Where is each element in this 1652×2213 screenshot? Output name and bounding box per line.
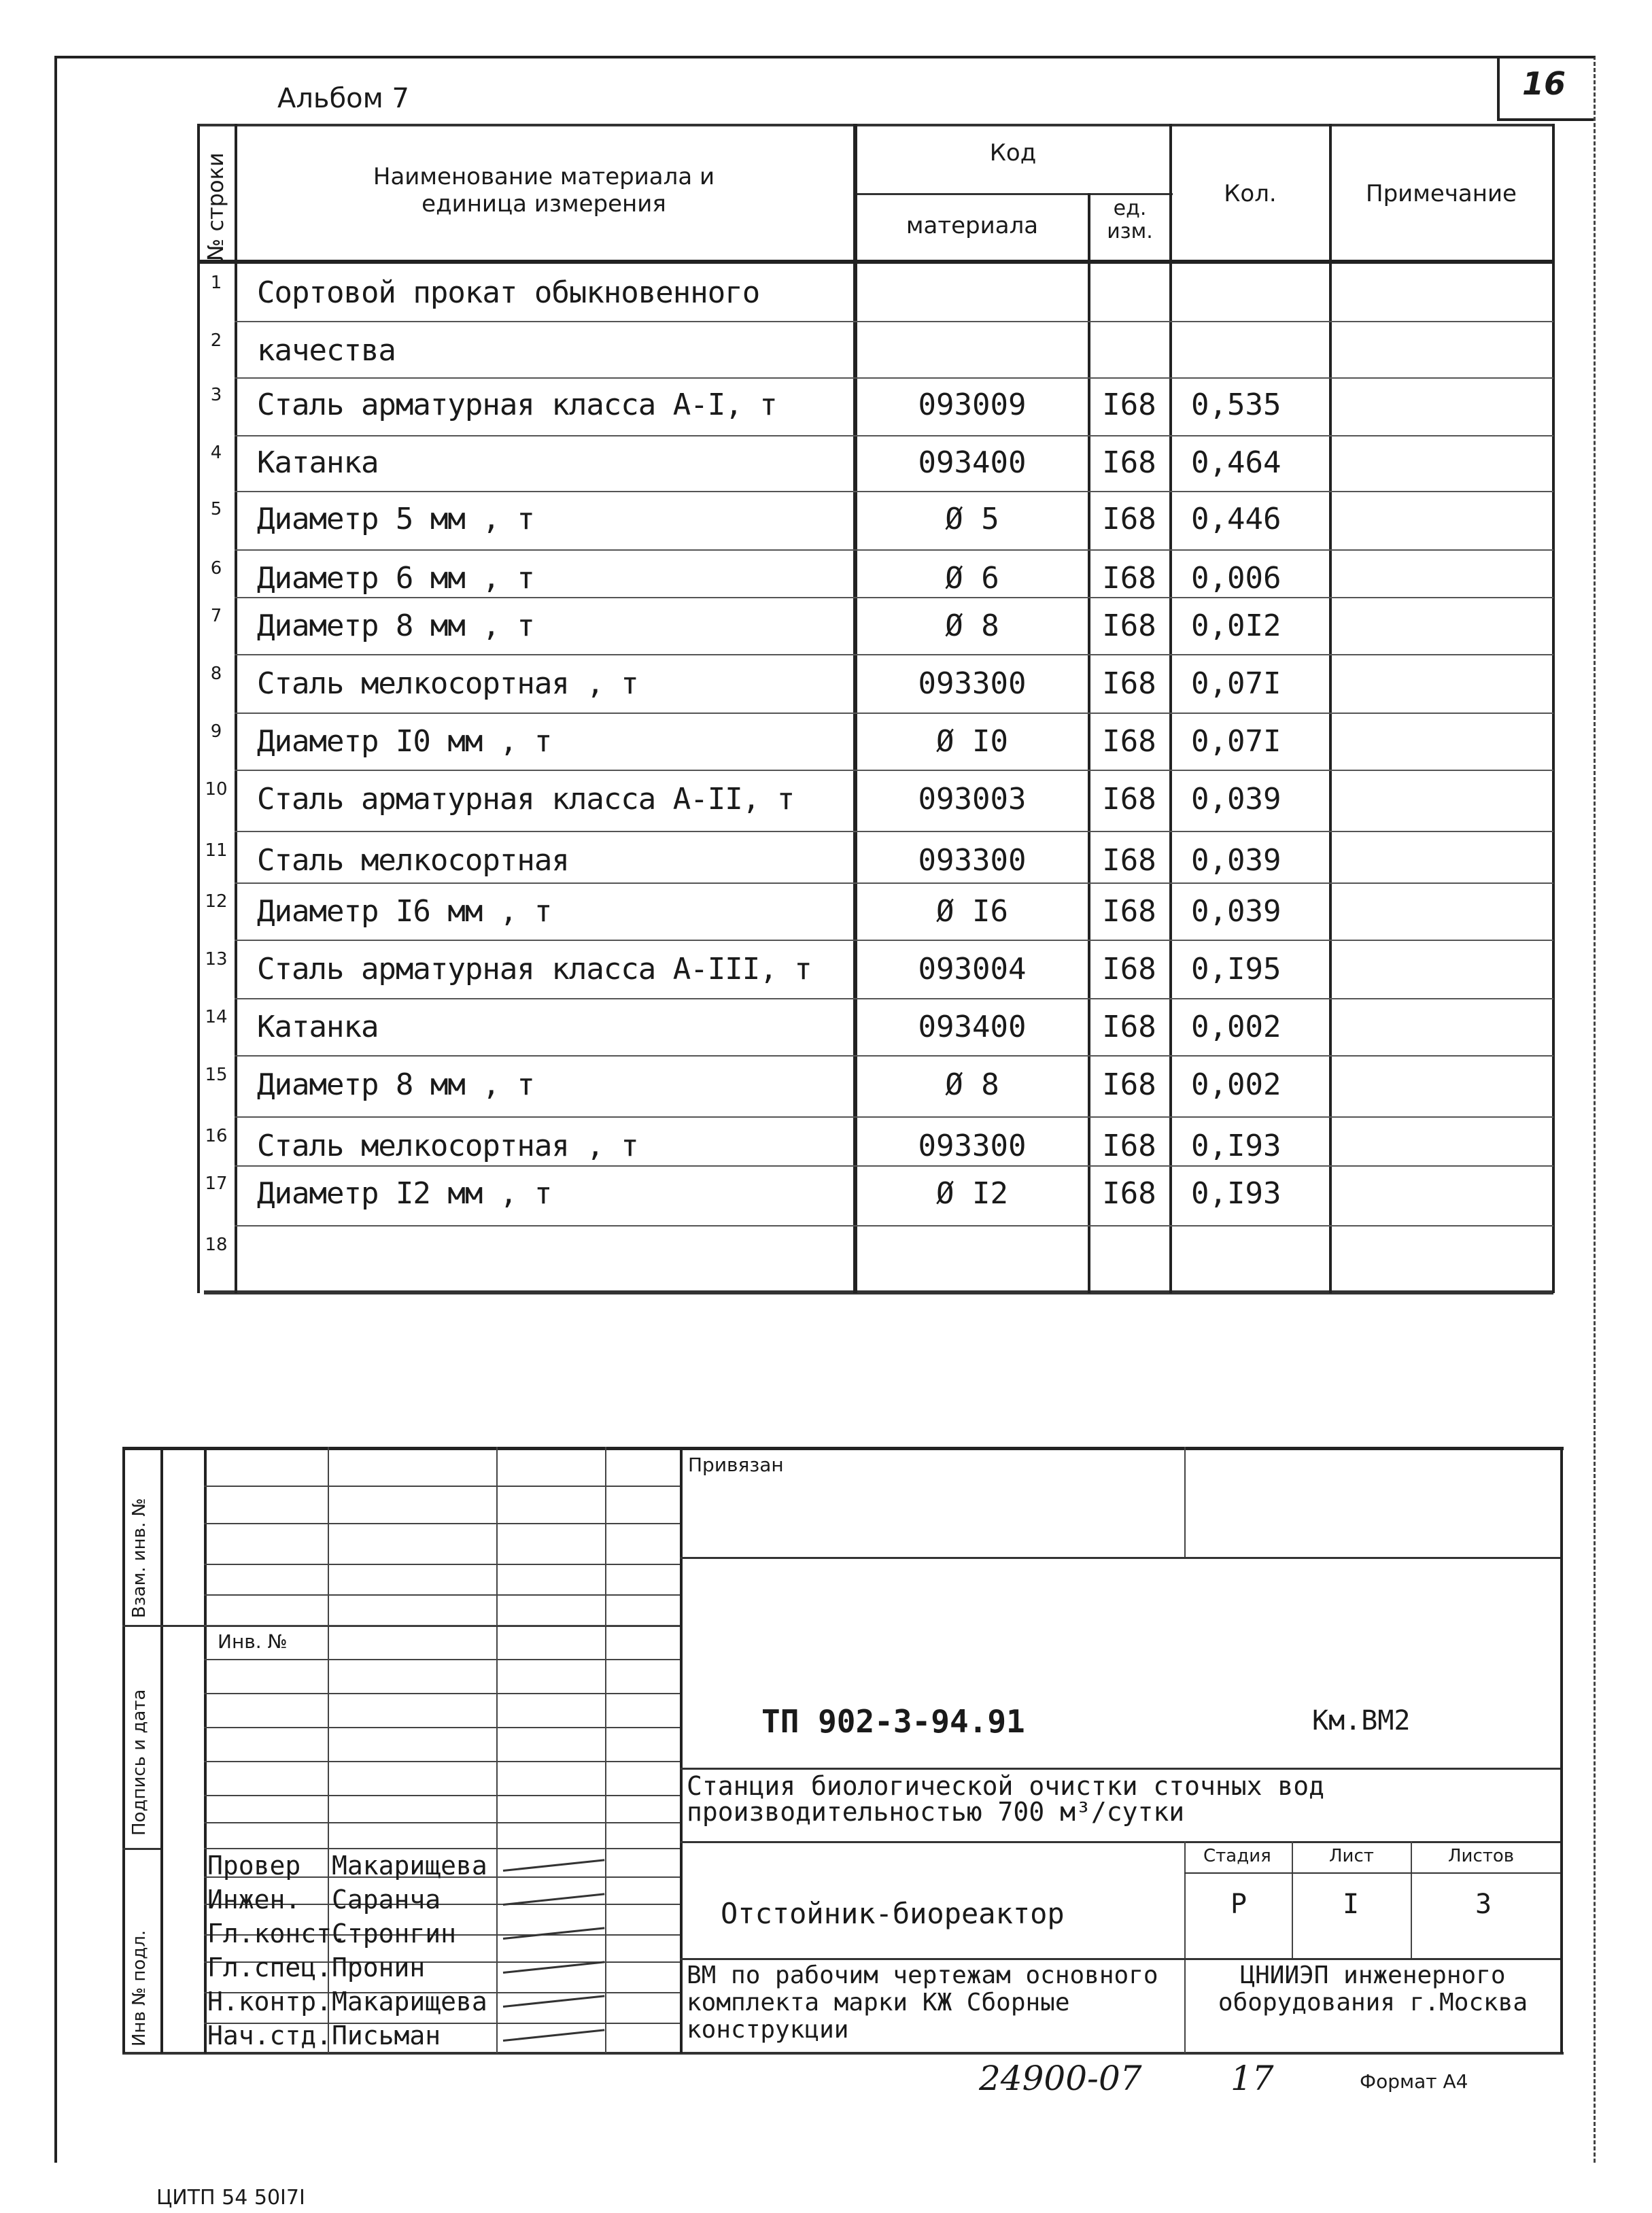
stage-sheet-divider [1292, 1841, 1293, 1958]
rowno-divider [235, 124, 237, 1293]
stage-header-line [1184, 1872, 1560, 1874]
signature-name: Письман [332, 2021, 441, 2051]
inv-no-label: Инв. № [218, 1630, 288, 1653]
tb-grid-line [204, 1822, 680, 1823]
privyazan-divider [1184, 1447, 1186, 1557]
material-name: Диаметр 5 мм , т [257, 502, 534, 536]
row-number: 16 [205, 1126, 228, 1146]
tb-side-divider [160, 1447, 163, 2053]
signature-role: Нач.стд. [207, 2021, 332, 2051]
unit-code: I68 [1102, 952, 1156, 987]
material-name: Катанка [257, 445, 379, 480]
project-title: Станция биологической очистки сточных вод производительностью 700 м³/сутки [687, 1771, 1324, 1827]
signature-role: Н.контр. [207, 1987, 332, 2017]
unit-code: I68 [1102, 1010, 1156, 1044]
signature-role: Провер [207, 1851, 301, 1881]
album-label: Альбом 7 [277, 83, 409, 114]
material-name: Катанка [257, 1010, 379, 1044]
side-sep-2 [122, 1848, 160, 1850]
sheet-label: Лист [1329, 1846, 1374, 1866]
row-separator [235, 940, 1553, 941]
row-separator [235, 597, 1553, 598]
row-separator [235, 1225, 1553, 1226]
material-name: Сталь арматурная класса А-I, т [257, 388, 777, 422]
row-separator [235, 770, 1553, 771]
row-separator [235, 435, 1553, 436]
signature-name: Макарищева [332, 1987, 487, 2017]
material-code: Ø 8 [945, 608, 999, 643]
material-name: Диаметр I0 мм , т [257, 724, 552, 759]
material-code: 093300 [918, 1129, 1027, 1163]
quantity: 0,039 [1191, 894, 1281, 929]
tb-col5 [680, 1447, 683, 2053]
row-separator [235, 377, 1553, 379]
material-code: Ø I6 [936, 894, 1008, 929]
code-sub-line [853, 193, 1173, 195]
tb-grid-line [204, 1727, 680, 1728]
material-code: 093300 [918, 843, 1027, 878]
row-number: 10 [205, 779, 228, 800]
tb-top-line [122, 1447, 1564, 1450]
material-code: 093009 [918, 388, 1027, 422]
row-separator [235, 1165, 1553, 1167]
quantity: 0,006 [1191, 561, 1281, 596]
table-top-line [197, 124, 1553, 126]
material-code: 093004 [918, 952, 1027, 987]
material-name: Диаметр I2 мм , т [257, 1176, 552, 1211]
quantity: 0,I93 [1191, 1129, 1281, 1163]
material-code: 093003 [918, 782, 1027, 817]
signature-role: Гл.спец. [207, 1953, 332, 1983]
doc-mark: Км.ВМ2 [1312, 1705, 1411, 1736]
unit-code: I68 [1102, 1176, 1156, 1211]
tb-grid-line [204, 1761, 680, 1762]
signature-name: Пронин [332, 1953, 426, 1983]
printer-stamp: ЦИТП 54 50I7I [156, 2186, 305, 2210]
col-row-header: № строки [203, 152, 228, 261]
sheet-value: I [1343, 1889, 1360, 1920]
row-number: 5 [210, 499, 222, 519]
side-vzam-label: Взам. инв. № [129, 1498, 150, 1618]
unit-code: I68 [1102, 843, 1156, 878]
quantity: 0,446 [1191, 502, 1281, 536]
title-top-line [680, 1768, 1560, 1770]
row-separator [235, 713, 1553, 714]
material-name: Диаметр I6 мм , т [257, 894, 552, 929]
quantity: 0,464 [1191, 445, 1281, 480]
row-number: 11 [205, 840, 228, 861]
signature-name: Макарищева [332, 1851, 487, 1881]
row-separator [235, 321, 1553, 322]
object-name: Отстойник-биореактор [721, 1897, 1065, 1930]
material-name: Сортовой прокат обыкновенного [257, 275, 760, 310]
signature-role: Инжен. [207, 1885, 301, 1915]
quantity: 0,002 [1191, 1010, 1281, 1044]
tb-grid-line [204, 1594, 680, 1596]
privyazan-label: Привязан [688, 1454, 784, 1476]
material-code: 093400 [918, 1010, 1027, 1044]
tb-grid-line [204, 1486, 680, 1487]
row-number: 12 [205, 891, 228, 912]
col-name-header: Наименование материала и единица измерения [373, 163, 715, 218]
material-code: Ø 6 [945, 561, 999, 596]
stage-value: Р [1231, 1889, 1247, 1920]
col-code-header: Код [989, 139, 1037, 167]
material-name: Сталь арматурная класса А-III, т [257, 952, 812, 987]
unit-code: I68 [1102, 502, 1156, 536]
sheet-sheets-divider [1411, 1841, 1412, 1958]
tb-left-line [122, 1447, 125, 2053]
signature-name: Саранча [332, 1885, 441, 1915]
unit-code: I68 [1102, 445, 1156, 480]
tb-grid-line [204, 1523, 680, 1524]
quantity: 0,07I [1191, 666, 1281, 701]
sheet-number: 16 [1521, 65, 1566, 102]
material-code: 093400 [918, 445, 1027, 480]
table-right-line [1552, 124, 1555, 1293]
material-code: Ø I0 [936, 724, 1008, 759]
table-bottom-line [204, 1290, 1553, 1294]
row-separator [235, 654, 1553, 655]
tb-grid-line [204, 1625, 680, 1626]
table-left-line [197, 124, 200, 1293]
quantity: 0,002 [1191, 1067, 1281, 1102]
row-number: 8 [210, 664, 222, 684]
signature-role: Гл.конст. [207, 1919, 347, 1949]
tb-bottom-line [122, 2052, 1564, 2055]
quantity: 0,07I [1191, 724, 1281, 759]
row-separator [235, 1116, 1553, 1118]
row-separator [235, 549, 1553, 551]
col-unit-header: ед. изм. [1107, 196, 1153, 243]
row-number: 15 [205, 1065, 228, 1085]
material-name: Сталь арматурная класса А-II, т [257, 782, 795, 817]
material-name: Сталь мелкосортная , т [257, 1129, 638, 1163]
format-label: Формат А4 [1360, 2070, 1468, 2093]
quantity: 0,I93 [1191, 1176, 1281, 1211]
row-number: 2 [210, 330, 222, 351]
stage-label: Стадия [1203, 1846, 1271, 1866]
doc-number: ТП 902-3-94.91 [761, 1703, 1025, 1740]
col-qty-header: Кол. [1224, 180, 1277, 207]
tb-grid-line [204, 1693, 680, 1694]
material-name: Диаметр 8 мм , т [257, 608, 534, 643]
row-separator [235, 998, 1553, 999]
side-inv-podl-label: Инв № подл. [129, 1929, 150, 2046]
row-number: 7 [210, 606, 222, 626]
quantity: 0,0I2 [1191, 608, 1281, 643]
material-name: Сталь мелкосортная [257, 843, 569, 878]
sheets-label: Листов [1448, 1846, 1515, 1866]
description-top-line [680, 1958, 1560, 1960]
unit-code: I68 [1102, 608, 1156, 643]
row-number: 9 [210, 721, 222, 742]
material-code: Ø 5 [945, 502, 999, 536]
row-separator [235, 882, 1553, 884]
material-code: 093300 [918, 666, 1027, 701]
unit-code: I68 [1102, 561, 1156, 596]
signature-name: Стронгин [332, 1919, 457, 1949]
row-number: 3 [210, 385, 222, 405]
row-number: 14 [205, 1007, 228, 1027]
material-name: Сталь мелкосортная , т [257, 666, 638, 701]
material-name: Диаметр 6 мм , т [257, 561, 534, 596]
name-divider [853, 124, 857, 1293]
tb-grid-line [204, 1659, 680, 1660]
description: ВМ по рабочим чертежам основного комплекта марки КЖ Сборные конструкции [687, 1961, 1158, 2044]
material-code: Ø 8 [945, 1067, 999, 1102]
row-number: 4 [210, 443, 222, 463]
organization: ЦНИИЭП инженерного оборудования г.Москва [1218, 1961, 1528, 2017]
table-header-bottom-line [197, 260, 1553, 264]
material-divider [1088, 193, 1090, 1293]
unit-code: I68 [1102, 388, 1156, 422]
unit-code: I68 [1102, 666, 1156, 701]
row-number: 6 [210, 558, 222, 579]
unit-divider [1169, 124, 1172, 1293]
tb-grid-line [204, 1795, 680, 1796]
quantity: 0,039 [1191, 782, 1281, 817]
object-top-line [680, 1841, 1560, 1843]
sheets-value: 3 [1475, 1889, 1492, 1920]
row-separator [235, 1055, 1553, 1057]
unit-code: I68 [1102, 782, 1156, 817]
unit-code: I68 [1102, 1129, 1156, 1163]
tb-grid-line [204, 1848, 680, 1849]
unit-code: I68 [1102, 724, 1156, 759]
row-number: 17 [205, 1173, 228, 1194]
tb-right-line [1560, 1447, 1563, 2053]
tb-grid-line [204, 1564, 680, 1565]
unit-code: I68 [1102, 894, 1156, 929]
unit-code: I68 [1102, 1067, 1156, 1102]
privyazan-bottom-line [680, 1557, 1560, 1559]
row-number: 13 [205, 949, 228, 970]
row-number: 1 [210, 273, 222, 293]
quantity: 0,535 [1191, 388, 1281, 422]
col-material-header: материала [906, 212, 1039, 239]
row-separator [235, 491, 1553, 492]
quantity: 0,I95 [1191, 952, 1281, 987]
quantity: 0,039 [1191, 843, 1281, 878]
handwritten-number: 24900-07 [979, 2059, 1142, 2098]
handwritten-sheet: 17 [1231, 2059, 1274, 2098]
col-note-header: Примечание [1366, 180, 1517, 207]
side-podpis-label: Подпись и дата [129, 1689, 150, 1836]
material-name: качества [257, 333, 396, 368]
row-separator [235, 831, 1553, 832]
qty-divider [1329, 124, 1332, 1293]
row-number: 18 [205, 1235, 228, 1255]
material-code: Ø I2 [936, 1176, 1008, 1211]
material-name: Диаметр 8 мм , т [257, 1067, 534, 1102]
